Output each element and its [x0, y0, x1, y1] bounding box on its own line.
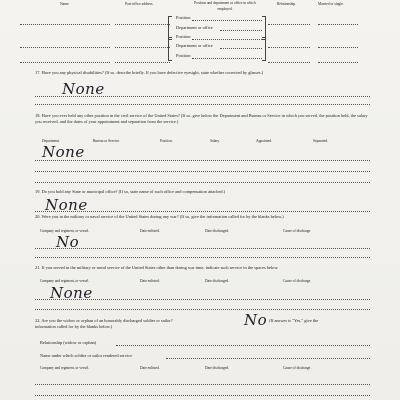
q18-text: 18. Have you ever held any other position in the civil service of the United States? (If so, give below the Department and Bureau or Service in which you served, the position held, the salary you received, and the dates of your appointment and separation from the service.): [35, 113, 368, 124]
q22-name-label: Name under which soldier or sailor rendered service: [40, 353, 133, 358]
q17-line-2: [35, 104, 370, 105]
relative-address-line[interactable]: [115, 24, 170, 25]
q19-answer[interactable]: None: [45, 196, 88, 214]
q22-text-before: 22. Are you the widow or orphan of an honorably discharged soldier or sailor?: [35, 318, 173, 323]
q21-col-enlisted: Date enlisted.: [140, 279, 160, 283]
relative-address-line[interactable]: [115, 62, 170, 63]
q18-answer[interactable]: None: [42, 143, 85, 161]
col-married-header: Married or single.: [318, 2, 344, 6]
q18-col-salary: Salary.: [210, 139, 220, 143]
relative-relationship-line[interactable]: [268, 47, 310, 48]
department-label: Department or office: [176, 25, 213, 30]
q18-line-1: [35, 160, 370, 161]
q20-col-cause: Cause of discharge.: [283, 229, 312, 233]
q22-relationship-label: Relationship (widow or orphan): [40, 340, 97, 345]
q21-col-discharged: Date discharged.: [205, 279, 230, 283]
relative-position-line[interactable]: [192, 58, 262, 59]
relative-married-line[interactable]: [318, 47, 358, 48]
q18-col-position: Position.: [160, 139, 173, 143]
q21-col-company: Company and regiment, or vessel.: [40, 279, 90, 283]
q21-text: 21. If you served in the military or naval service of the United States other than during war time, indicate such service in the spaces below.: [35, 265, 279, 270]
q22-answer[interactable]: No: [244, 311, 268, 329]
q22-col-company: Company and regiment, or vessel.: [40, 366, 90, 370]
relative-married-line[interactable]: [318, 24, 358, 25]
q18-col-bureau: Bureau or Service.: [93, 139, 120, 143]
q22-col-enlisted: Date enlisted.: [140, 366, 160, 370]
col-name-header: Name.: [60, 2, 70, 6]
position-label: Position: [176, 34, 191, 39]
q17-answer[interactable]: None: [62, 80, 105, 98]
relative-relationship-line[interactable]: [268, 24, 310, 25]
relative-position-line[interactable]: [192, 20, 262, 21]
q17-line-1: [35, 96, 370, 97]
q22-col-discharged: Date discharged.: [205, 366, 230, 370]
q21-line-2: [35, 309, 370, 310]
relative-name-line[interactable]: [20, 62, 110, 63]
q20-text: 20. Were you in the military or naval service of the United States during any war? (If so, give the information called for by the blanks below.): [35, 214, 284, 219]
relative-address-line[interactable]: [115, 47, 170, 48]
relative-name-line[interactable]: [20, 24, 110, 25]
q19-line-1: [35, 211, 370, 212]
relative-name-line[interactable]: [20, 47, 110, 48]
relative-married-line[interactable]: [318, 62, 358, 63]
relative-department-line[interactable]: [220, 48, 262, 49]
col-relationship-header: Relationship.: [277, 2, 297, 6]
relative-position-line[interactable]: [192, 39, 262, 40]
q22-text-after-second: information called for by the blanks below.): [35, 324, 113, 329]
q21-line-1: [35, 299, 370, 300]
q22-col-cause: Cause of discharge.: [283, 366, 312, 370]
q20-answer[interactable]: No: [56, 233, 80, 251]
relative-department-line[interactable]: [220, 30, 262, 31]
q20-col-company: Company and regiment, or vessel.: [40, 229, 90, 233]
q18-line-2: [35, 171, 370, 172]
q20-col-enlisted: Date enlisted.: [140, 229, 160, 233]
position-label: Position: [176, 15, 191, 20]
q21-col-cause: Cause of discharge.: [283, 279, 312, 283]
relative-relationship-line[interactable]: [268, 62, 310, 63]
position-label: Position: [176, 53, 191, 58]
q17-text: 17. Have you any physical disabilities? (If so, describe briefly. If you have defective eyesight, state whether corrected by glasses.): [35, 70, 264, 75]
q22-name-line[interactable]: [166, 358, 370, 359]
q18-line-3: [35, 182, 370, 183]
q21-answer[interactable]: None: [50, 284, 93, 302]
col-position-header: Position and department or office in which employed.: [194, 1, 256, 11]
q22-line-1: [35, 384, 370, 385]
col-post-office-header: Post-office address.: [125, 2, 154, 6]
q22-text-after-first: (If answer is "Yes," give the: [269, 318, 319, 323]
q22-line-2: [35, 395, 370, 396]
q19-text: 19. Do you hold any State or municipal office? (If so, state name of such office and compensation attached.): [35, 189, 226, 194]
q18-col-separated: Separated.: [313, 139, 329, 143]
q18-col-appointed: Appointed.: [256, 139, 273, 143]
q18-col-department: Department.: [42, 139, 60, 143]
department-label: Department or office: [176, 43, 213, 48]
q20-line-1: [35, 248, 370, 249]
q20-col-discharged: Date discharged.: [205, 229, 230, 233]
q22-relationship-line[interactable]: [116, 345, 370, 346]
q20-line-2: [35, 257, 370, 258]
